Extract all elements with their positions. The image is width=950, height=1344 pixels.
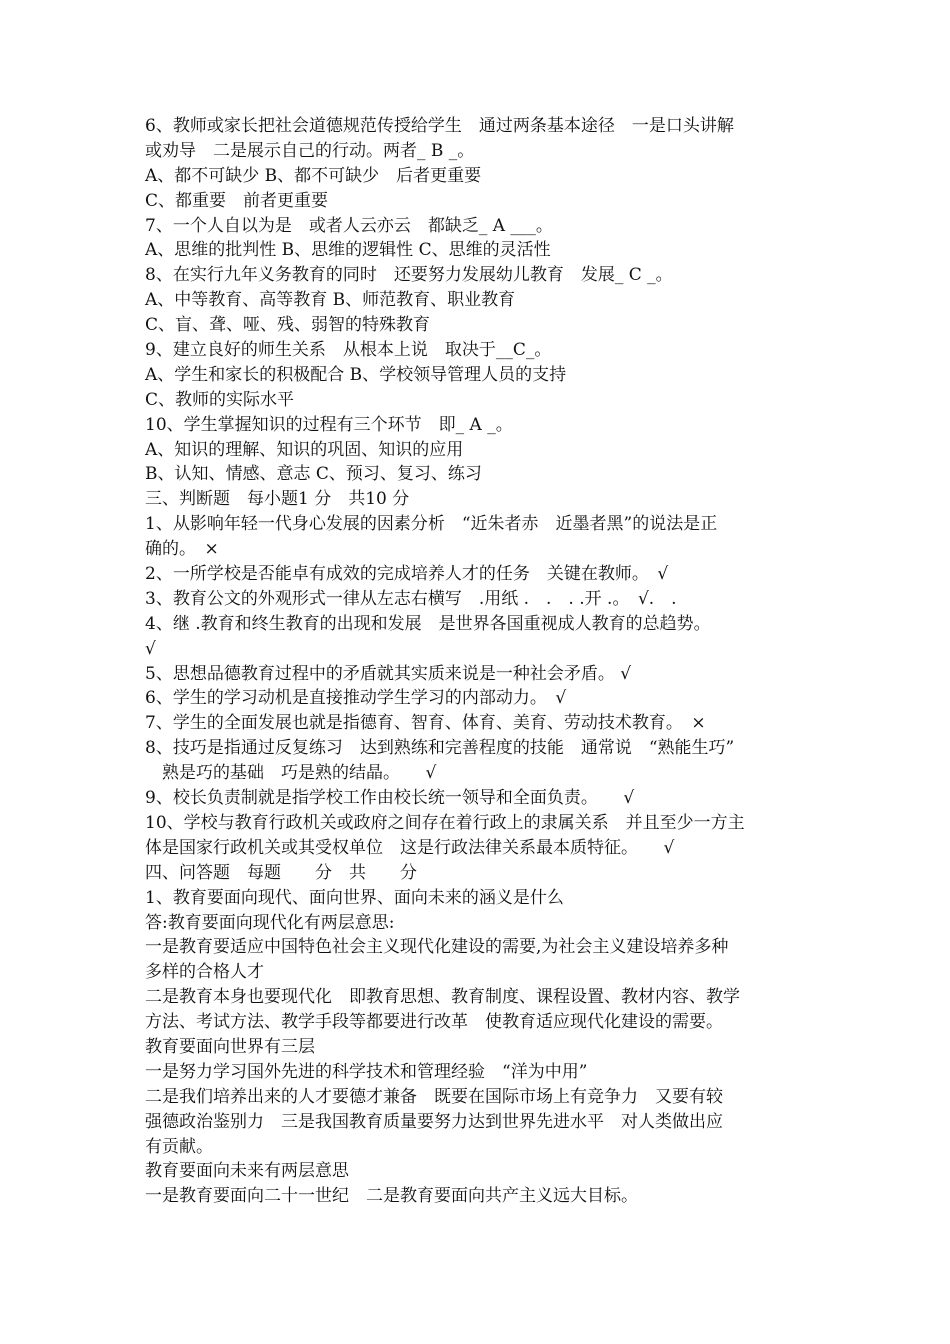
text-line: 或劝导 二是展示自己的行动。两者_ B _。: [145, 140, 475, 161]
text-line: A、学生和家长的积极配合 B、学校领导管理人员的支持: [145, 364, 567, 385]
text-line: 7、一个人自以为是 或者人云亦云 都缺乏_ A ___。: [145, 215, 553, 236]
text-line: A、知识的理解、知识的巩固、知识的应用: [145, 439, 464, 460]
text-line: 2、一所学校是否能卓有成效的完成培养人才的任务 关键在教师。 √: [145, 564, 669, 585]
text-line: 强德政治鉴别力 三是我国教育质量要努力达到世界先进水平 对人类做出应: [145, 1111, 723, 1132]
text-line: 一是教育要适应中国特色社会主义现代化建设的需要,为社会主义建设培养多种: [145, 937, 729, 958]
text-line: 答:教育要面向现代化有两层意思:: [145, 912, 395, 933]
text-line: 有贡献。: [145, 1136, 213, 1157]
text-line: 多样的合格人才: [145, 962, 264, 983]
text-line: 10、学校与教育行政机关或政府之间存在着行政上的隶属关系 并且至少一方主: [145, 812, 745, 833]
text-line: C、教师的实际水平: [145, 389, 295, 410]
text-line: 6、教师或家长把社会道德规范传授给学生 通过两条基本途径 一是口头讲解: [145, 116, 734, 136]
document-body: [145, 114, 815, 1209]
text-line: 4、继 .教育和终生教育的出现和发展 是世界各国重视成人教育的总趋势。: [145, 613, 711, 634]
text-line: 7、学生的全面发展也就是指德育、智育、体育、美育、劳动技术教育。 ×: [145, 713, 706, 734]
text-line: 5、思想品德教育过程中的矛盾就其实质来说是一种社会矛盾。 √: [145, 663, 632, 684]
text-line: 一是教育要面向二十一世纪 二是教育要面向共产主义远大目标。: [145, 1186, 638, 1207]
text-line: 9、校长负责制就是指学校工作由校长统一领导和全面负责。 √: [145, 788, 635, 809]
text-line: √: [145, 638, 156, 659]
text-line: C、盲、聋、哑、残、弱智的特殊教育: [145, 315, 431, 336]
text-line: A、中等教育、高等教育 B、师范教育、职业教育: [145, 290, 516, 311]
text-line: 1、教育要面向现代、面向世界、面向未来的涵义是什么: [145, 887, 564, 908]
text-line: A、思维的批判性 B、思维的逻辑性 C、思维的灵活性: [145, 240, 551, 261]
section-heading: 三、判断题 每小题1 分 共10 分: [145, 489, 410, 510]
section-heading: 四、问答题 每题 分 共 分: [145, 862, 417, 883]
text-line: B、认知、情感、意志 C、预习、复习、练习: [145, 464, 482, 485]
text-line: 体是国家行政机关或其受权单位 这是行政法律关系最本质特征。 √: [145, 837, 675, 858]
text-line: 二是教育本身也要现代化 即教育思想、教育制度、课程设置、教材内容、教学: [145, 987, 740, 1008]
text-line: 一是努力学习国外先进的科学技术和管理经验 “洋为中用”: [145, 1061, 588, 1082]
text-line: 二是我们培养出来的人才要德才兼备 既要在国际市场上有竞争力 又要有较: [145, 1086, 723, 1107]
text-line: 方法、考试方法、教学手段等都要进行改革 使教育适应现代化建设的需要。: [145, 1012, 723, 1033]
text-line: 熟是巧的基础 巧是熟的结晶。 √: [145, 763, 437, 784]
text-line: 6、学生的学习动机是直接推动学生学习的内部动力。 √: [145, 688, 567, 709]
text-line: 教育要面向未来有两层意思: [145, 1161, 349, 1182]
text-line: 3、教育公文的外观形式一律从左志右横写 .用纸 . . . .开 .。 √. .: [145, 588, 677, 609]
text-line: 确的。 ×: [145, 539, 219, 560]
text-line: A、都不可缺少 B、都不可缺少 后者更重要: [145, 165, 482, 186]
text-line: 10、学生掌握知识的过程有三个环节 即_ A _。: [145, 414, 513, 435]
text-line: 8、在实行九年义务教育的同时 还要努力发展幼儿教育 发展_ C _。: [145, 265, 673, 286]
text-line: C、都重要 前者更重要: [145, 190, 329, 211]
text-line: 8、技巧是指通过反复练习 达到熟练和完善程度的技能 通常说 “熟能生巧”: [145, 738, 735, 759]
text-line: 1、从影响年轻一代身心发展的因素分析 “近朱者赤 近墨者黑”的说法是正: [145, 514, 718, 535]
text-line: 教育要面向世界有三层: [145, 1036, 315, 1057]
text-line: 9、建立良好的师生关系 从根本上说 取决于__C_。: [145, 340, 552, 361]
